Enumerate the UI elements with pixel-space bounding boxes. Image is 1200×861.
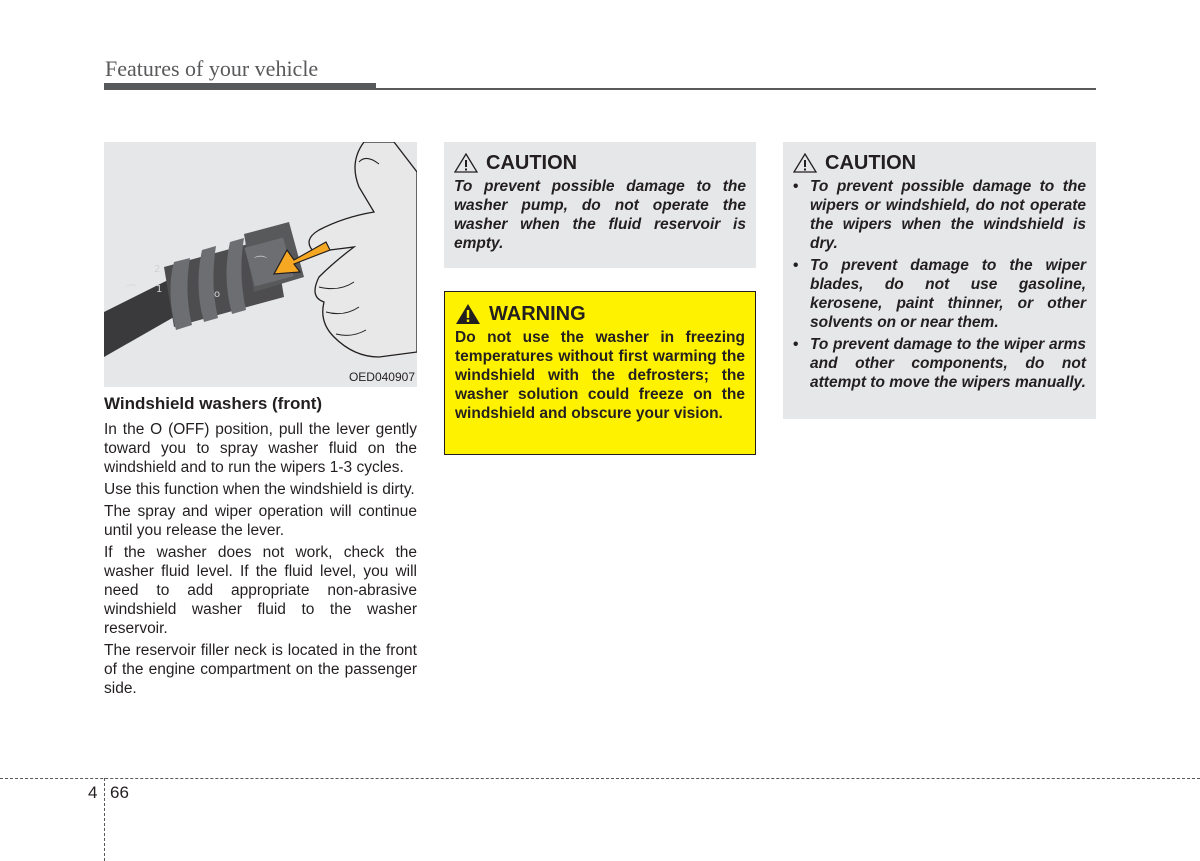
list-item xyxy=(793,335,1086,392)
chapter-number: 4 xyxy=(88,783,98,802)
page-header-title: Features of your vehicle xyxy=(105,56,319,81)
warning-triangle-icon xyxy=(455,303,481,325)
section-title: Windshield washers (front) xyxy=(104,394,323,413)
svg-text:⌒: ⌒ xyxy=(254,256,268,271)
figure-code: OED040907 xyxy=(348,370,415,384)
bullet-icon: • xyxy=(793,336,799,353)
page-number: 66 xyxy=(110,783,129,802)
caution-header xyxy=(793,151,1086,175)
paragraph: The reservoir filler neck is located in the front of the engine compartment on the passenger side. xyxy=(104,642,417,697)
list-item-text: To prevent damage to the wiper blades, do not use gasoline, kerosene, paint thinner, or other solvents on or near them. xyxy=(810,257,1086,331)
caution-box-washer-pump xyxy=(444,142,756,268)
paragraph: The spray and wiper operation will continue until you release the lever. xyxy=(104,503,417,539)
svg-text:o: o xyxy=(214,289,221,300)
paragraph: Use this function when the windshield is dirty. xyxy=(104,481,415,498)
list-item xyxy=(793,177,1086,253)
caution-list xyxy=(793,177,1086,392)
bullet-icon: • xyxy=(793,257,799,274)
svg-text:1: 1 xyxy=(156,284,163,295)
footer-divider xyxy=(104,778,105,861)
wiper-lever-drawing xyxy=(104,142,417,387)
warning-text: Do not use the washer in freezing temperatures without first warming the windshield with the defrosters; the washer solution could freeze on the windshield and obscure your vision. xyxy=(455,329,745,422)
footer-rule xyxy=(0,778,1200,779)
left-column xyxy=(104,393,417,701)
svg-text:2: 2 xyxy=(154,264,161,275)
caution-text: To prevent possible damage to the washer pump, do not operate the washer when the fluid reservoir is empty. xyxy=(454,178,746,252)
caution-box-wipers xyxy=(783,142,1096,419)
list-item xyxy=(793,256,1086,332)
caution-label: CAUTION xyxy=(825,152,917,174)
caution-triangle-icon xyxy=(793,153,817,173)
warning-header xyxy=(455,302,745,326)
list-item-text: To prevent possible damage to the wipers or windshield, do not operate the wipers when the windshield is dry. xyxy=(810,178,1086,252)
warning-box-freezing xyxy=(444,291,756,455)
bullet-icon: • xyxy=(793,178,799,195)
paragraph: If the washer does not work, check the washer fluid level. If the fluid level, you will need to add appropriate non-abrasive windshield washer fluid to the washer reservoir. xyxy=(104,544,417,637)
warning-label: WARNING xyxy=(489,303,586,325)
caution-triangle-icon xyxy=(454,153,478,173)
list-item-text: To prevent damage to the wiper arms and other components, do not attempt to move the wipers manually. xyxy=(810,336,1086,391)
svg-text:⌒: ⌒ xyxy=(126,284,137,297)
caution-label: CAUTION xyxy=(486,152,578,174)
wiper-lever-illustration xyxy=(104,142,417,387)
paragraph: In the O (OFF) position, pull the lever gently toward you to spray washer fluid on the windshield and to run the wipers 1-3 cycles. xyxy=(104,421,417,476)
header-rule-accent xyxy=(104,83,376,90)
caution-header xyxy=(454,151,746,175)
